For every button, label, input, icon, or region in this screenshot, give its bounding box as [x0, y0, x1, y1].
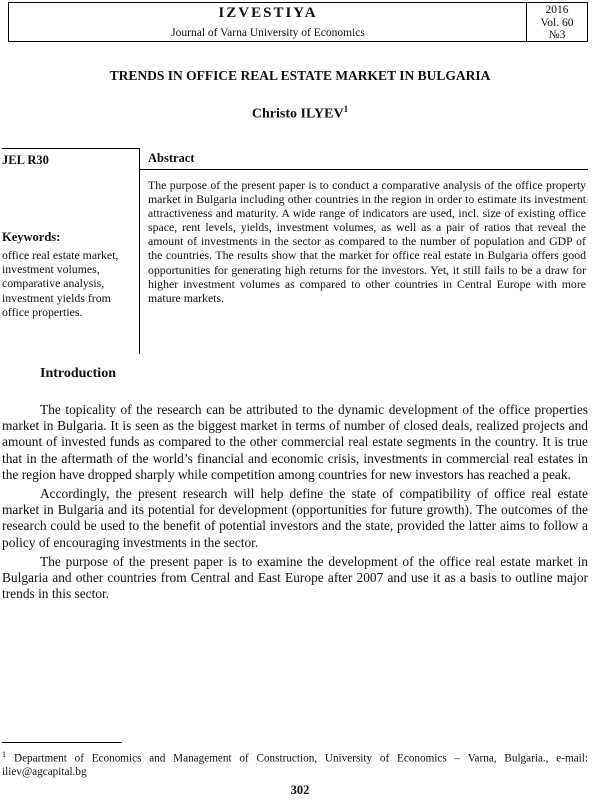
divider-vertical	[139, 148, 140, 354]
journal-name: IZVESTIYA	[218, 5, 318, 21]
journal-header	[0, 0, 600, 56]
issue-info-box	[526, 2, 588, 42]
issue-volume: Vol. 60	[540, 16, 574, 29]
jel-code: JEL R30	[2, 153, 49, 167]
abstract-text: The purpose of the present paper is to conduct a comparative analysis of the office property market in Bulgaria including other countries in the region in order to estimate its investment attractiveness and maturity. A wide range of indicators are used, incl. size of existing office space, rent levels, yields, investment volumes, as well as a pair of ratios that reveal the amount of investments in the sector as compared to the number of population and GDP of the countries. The results show that the market for office real estate in Bulgaria offers good opportunities for generating high returns for the investors. Yet, it still fails to be a draw for higher investment volumes as compared to other countries in Central Europe with more mature markets.	[148, 178, 586, 305]
page-number: 302	[290, 783, 310, 797]
metadata-column	[2, 148, 138, 360]
keywords-label: Keywords:	[2, 230, 61, 244]
author-footnote-mark: 1	[343, 104, 349, 114]
author-line	[0, 104, 600, 123]
journal-subtitle: Journal of Varna University of Economics	[171, 27, 365, 39]
issue-number: №3	[548, 29, 566, 41]
divider-abstract	[139, 169, 588, 170]
author-name: Christo ILYEV	[251, 106, 344, 122]
paper-title: TRENDS IN OFFICE REAL ESTATE MARKET IN BULGARIA	[109, 68, 491, 83]
keywords-text: office real estate market, investment volumes, comparative analysis, investment yields from office properties.	[2, 248, 119, 319]
journal-title-box	[8, 2, 526, 42]
paragraph: The topicality of the research can be attributed to the dynamic development of the office properties market in Bulgaria. It is seen as the biggest market in terms of number of closed deals, realized projects and amount of invested funds as compared to the other commercial real estate segments in the country. It is true that in the aftermath of the world’s financial and economic crisis, investments in commercial real estates in the region have dropped sharply while competition among countries for new investors has reached a peak.	[2, 402, 588, 482]
footnote-text: Department of Economics and Management of Construction, University of Economics – Varna, Bulgaria., e-mail: iliev@agcapital.bg	[2, 752, 588, 779]
issue-year: 2016	[545, 4, 569, 16]
footnote-rule	[2, 742, 122, 743]
body-text	[2, 402, 588, 605]
footnote	[2, 748, 588, 780]
footnote-mark: 1	[2, 750, 6, 759]
section-heading-introduction: Introduction	[40, 366, 116, 381]
paragraph: The purpose of the present paper is to examine the development of the office real estate market in Bulgaria and other countries from Central and East Europe after 2007 and use it as a basis to outline major trends in this sector.	[2, 553, 588, 602]
paragraph: Accordingly, the present research will help define the state of compatibility of office real estate market in Bulgaria and its potential for development (opportunities for future growth). The outcomes of the research could be used to the benefit of potential investors and the state, provided the latter aims to follow a policy of encouraging investments in the sector.	[2, 486, 588, 550]
abstract-label: Abstract	[148, 151, 195, 165]
